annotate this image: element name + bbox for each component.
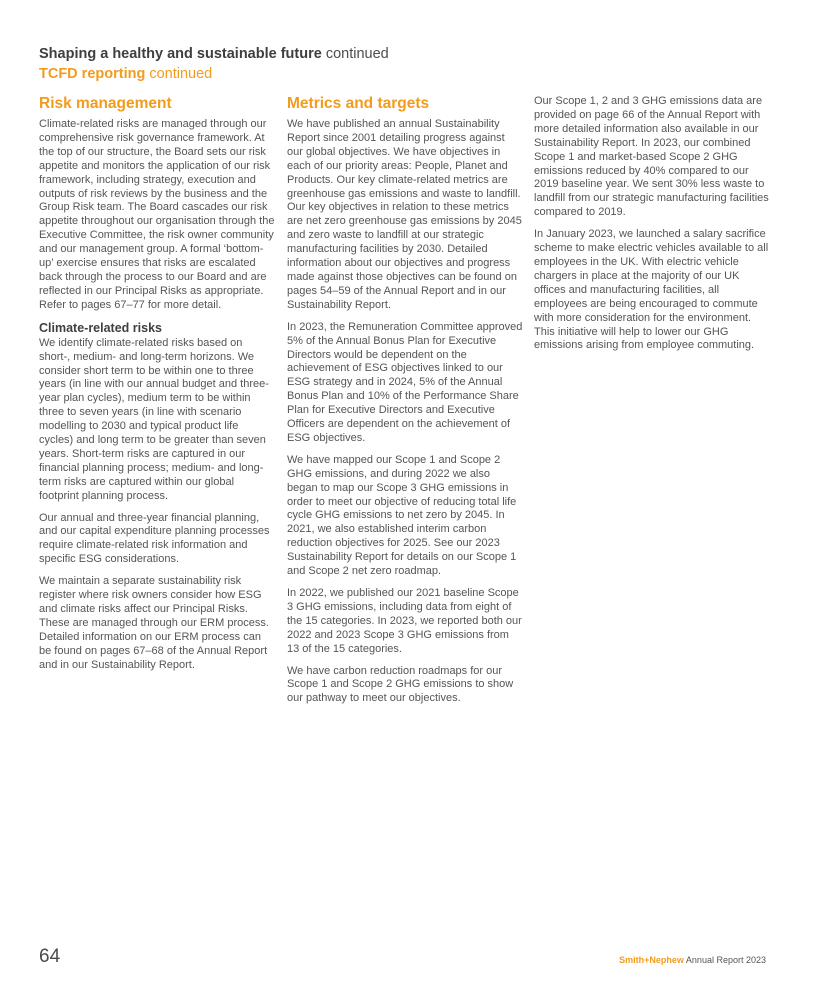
brand-name: Smith+Nephew	[619, 955, 684, 965]
metrics-paragraph: In 2022, we published our 2021 baseline Scope 3 GHG emissions, including data from eight of the 15 categories. In 2023, we reported both our 2022 and 2023 Scope 3 GHG emissions from 13 of the 15 categories.	[287, 587, 522, 655]
risk-management-heading: Risk management	[39, 95, 172, 112]
page-header	[39, 45, 779, 84]
section-subtitle-suffix: continued	[145, 66, 213, 82]
page-number: 64	[39, 946, 61, 967]
climate-risks-paragraph: Our annual and three-year financial planning, and our capital expenditure planning processes require climate-related risk information and specific ESG considerations.	[39, 511, 270, 566]
metrics-paragraph: We have published an annual Sustainability Report since 2001 detailing progress against our global objectives. We have objectives in each of our priority areas: People, Planet and Products. Our key climate-related metrics are greenhouse gas emissions and waste to landfill. Our key objectives in relation to these metrics are net zero greenhouse gas emissions by 2045 and zero waste to landfill at our strategic manufacturing facilities by 2030. Detailed information about our objectives and progress made against those objectives can be found on pages 54–59 of the Annual Report and in our Sustainability Report.	[287, 118, 522, 311]
column-emissions	[534, 95, 770, 361]
metrics-targets-heading: Metrics and targets	[287, 95, 430, 112]
emissions-paragraph: Our Scope 1, 2 and 3 GHG emissions data are provided on page 66 of the Annual Report with more detailed information also available in our Sustainability Report. In 2023, our combined Scope 1 and market-based Scope 2 GHG emissions reduced by 40% compared to our 2019 baseline year. We sent 30% less waste to landfill from our strategic manufacturing facilities compared to 2019.	[534, 95, 769, 219]
section-title	[39, 45, 779, 64]
section-subtitle-bold: TCFD reporting	[39, 66, 146, 82]
column-metrics-targets	[287, 94, 523, 714]
metrics-paragraph: We have mapped our Scope 1 and Scope 2 GHG emissions, and during 2022 we also began to map our Scope 3 GHG emissions in order to meet our objective of reducing total life cycle GHG emissions to net zero by 2045. In 2021, we also established interim carbon reduction objectives for 2025. See our 2023 Sustainability Report for details on our Scope 1 and Scope 2 net zero roadmap.	[287, 453, 517, 578]
section-title-suffix: continued	[321, 46, 389, 62]
page-footer	[619, 955, 766, 966]
climate-risks-paragraph: We maintain a separate sustainability risk register where risk owners consider how ESG and climate risks affect our Principal Risks. These are managed through our ERM process. Detailed information on our ERM process can be found on pages 67–68 of the Annual Report and in our Sustainability Report.	[39, 575, 269, 671]
climate-risks-paragraph: We identify climate-related risks based on short-, medium- and long-term horizons. We consider short term to be within one to three years (in line with our annual budget and three-year plan cycles), medium term to be within three to seven years (in line with scenario modelling to 2030 and typical product life cycles) and long term to be greater than seven years. Short-term risks are captured in our financial planning process; medium- and long-term risks are captured within our global footprint planning process.	[39, 336, 269, 502]
climate-risks-heading: Climate-related risks	[39, 320, 162, 335]
emissions-paragraph: In January 2023, we launched a salary sacrifice scheme to make electric vehicles available to all employees in the UK. With electric vehicle chargers in place at the majority of our UK offices and manufacturing facilities, all employees are being encouraged to commute with more consideration for the environment. This initiative will help to lower our GHG emissions arising from employee commuting.	[534, 228, 769, 352]
column-risk-management	[39, 94, 275, 681]
report-title: Annual Report 2023	[683, 955, 766, 965]
section-title-bold: Shaping a healthy and sustainable future	[39, 46, 322, 62]
metrics-paragraph: We have carbon reduction roadmaps for our Scope 1 and Scope 2 GHG emissions to show our pathway to meet our objectives.	[287, 664, 514, 705]
risk-management-paragraph: Climate-related risks are managed through our comprehensive risk governance framework. At the top of our structure, the Board sets our risk appetite and monitors the application of our risk framework, including strategy, execution and outputs of risk reviews by the business and the Group Risk team. The Board cascades our risk appetite throughout our organisation through the Executive Committee, the risk owner community and our management group. A formal ‘bottom-up’ exercise ensures that risks are escalated back through the process to our Board and are reflected in our Principal Risks as appropriate. Refer to pages 67–77 for more detail.	[39, 118, 275, 311]
metrics-paragraph: In 2023, the Remuneration Committee approved 5% of the Annual Bonus Plan for Executive Directors would be dependent on the achievement of ESG objectives linked to our ESG strategy and in 2024, 5% of the Annual Bonus Plan and 10% of the Performance Share Plan for Executive Directors and Executive Officers are dependent on the achievement of ESG objectives.	[287, 320, 523, 444]
section-subtitle	[39, 64, 779, 84]
